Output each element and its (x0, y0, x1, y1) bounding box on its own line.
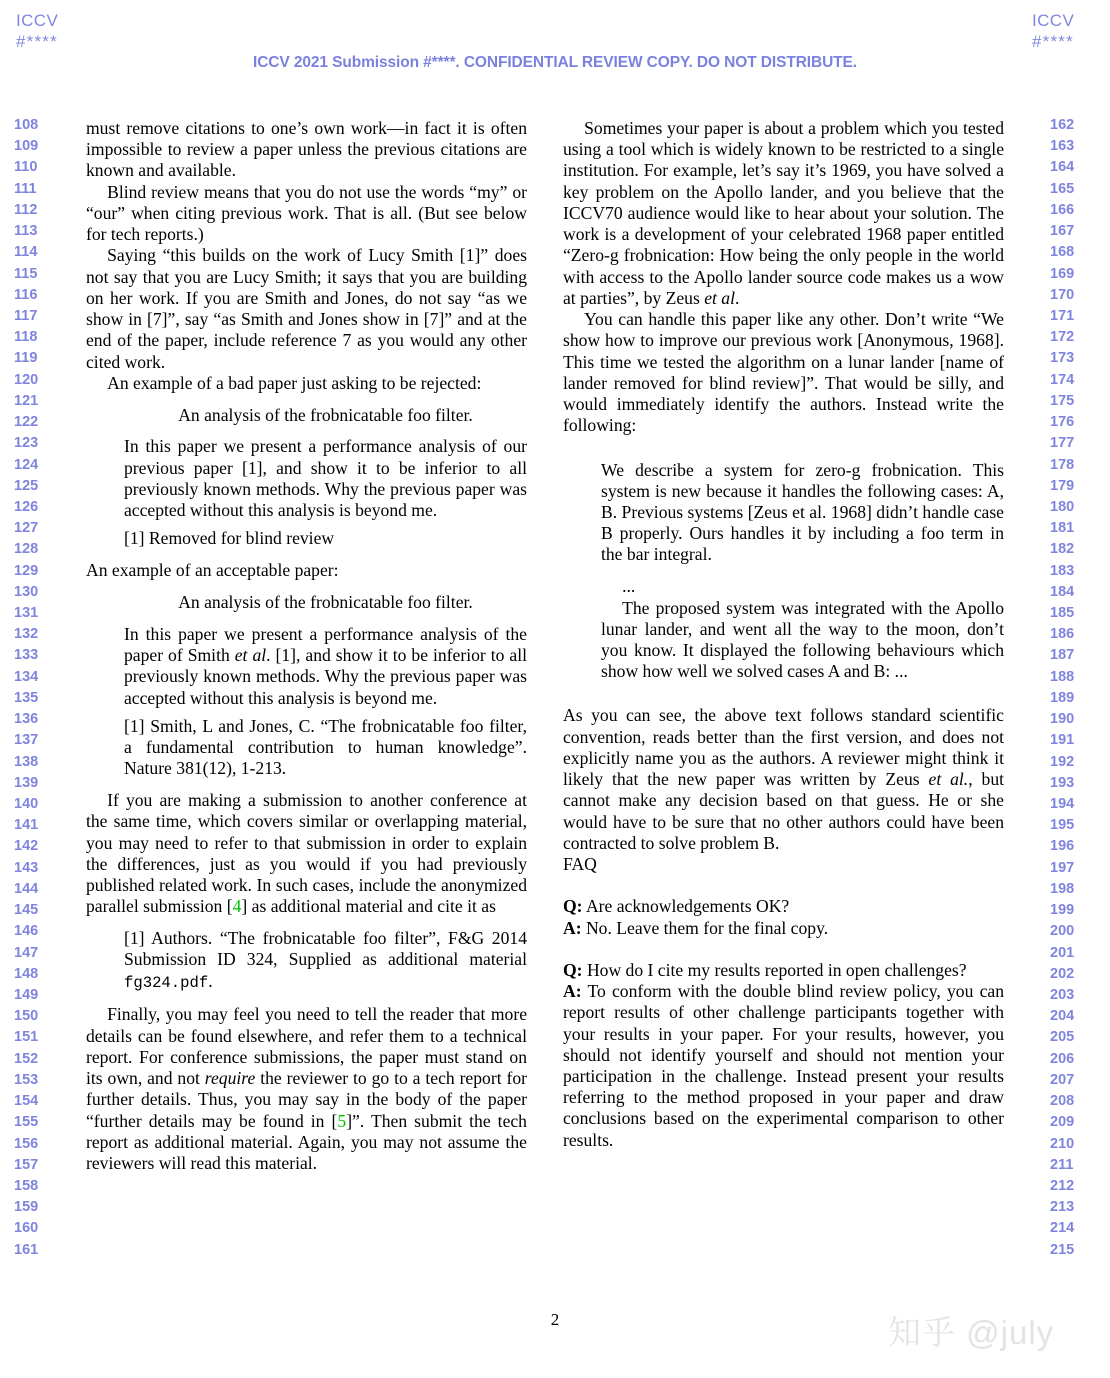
paragraph-as-you-can-see-part-b: , but cannot make any decision based on that guess. He or she would have to be sure that no other authors could have been contracted to solve problem B. (563, 769, 1005, 853)
line-number: 196 (1050, 838, 1075, 855)
citation-link-5[interactable]: 5 (337, 1110, 347, 1131)
parallel-reference (124, 928, 527, 994)
paragraph-as-you-can-see (563, 705, 1004, 854)
line-number: 173 (1050, 350, 1075, 367)
parallel-reference-tail: . (208, 970, 213, 991)
line-number: 125 (14, 477, 39, 494)
faq-heading: FAQ (563, 854, 597, 875)
corner-marker-left-number: #**** (16, 32, 58, 52)
line-number: 161 (14, 1241, 39, 1258)
faq-answer (563, 918, 1004, 939)
line-number: 151 (14, 1029, 39, 1046)
line-number: 189 (1050, 689, 1075, 706)
body-column-right (563, 118, 1004, 1151)
parallel-reference-text: [1] Authors. “The frobnicatable foo filter”, F&G 2014 Submission ID 324, Supplied as additional material (124, 928, 527, 970)
line-number: 124 (14, 456, 39, 473)
line-number: 162 (1050, 117, 1075, 133)
line-number: 131 (14, 605, 39, 622)
parallel-reference-block (86, 928, 527, 994)
line-number: 144 (14, 880, 39, 897)
paragraph-blind-review: Blind review means that you do not use the words “my” or “our” when citing previous work. That is all. (But see below for tech reports.) (86, 181, 527, 245)
line-number: 183 (1050, 562, 1075, 579)
line-number: 143 (14, 859, 39, 876)
faq-item (563, 960, 1004, 1151)
citation-link-4[interactable]: 4 (232, 896, 242, 917)
line-number: 132 (14, 626, 39, 643)
line-number: 164 (1050, 159, 1075, 176)
line-number: 157 (14, 1156, 39, 1173)
line-number: 205 (1050, 1029, 1075, 1046)
corner-marker-left-conference: ICCV (16, 11, 59, 30)
faq-answer-text: No. Leave them for the final copy. (581, 917, 829, 938)
line-number: 169 (1050, 265, 1075, 282)
quote-paragraph-2: The proposed system was integrated with the Apollo lunar lander, and went all the way to the moon, don’t you know. It displayed the following behaviours which show how well we solved cases A and B: ... (601, 597, 1004, 682)
page-number: 2 (550, 1310, 560, 1329)
line-number: 111 (14, 180, 37, 197)
corner-marker-right (1032, 10, 1074, 53)
paragraph-tech-report-part-c: ]”. Then submit the tech report as additional material. Again, you may not assume the reviewers will read this material. (86, 1110, 527, 1174)
line-number: 191 (1050, 732, 1075, 749)
good-example-reference-block (86, 716, 527, 780)
line-number: 209 (1050, 1114, 1075, 1131)
line-number: 123 (14, 435, 39, 452)
line-number: 213 (1050, 1199, 1075, 1216)
line-number: 139 (14, 774, 39, 791)
line-number: 192 (1050, 753, 1075, 770)
line-number: 198 (1050, 880, 1075, 897)
line-number: 166 (1050, 201, 1075, 218)
line-number-gutter-right (1050, 115, 1096, 1261)
good-example-body-part-a: In this paper we present a performance analysis of the paper of Smith (124, 623, 527, 666)
paragraph-lucy-smith: Saying “this builds on the work of Lucy Smith [1]” does not say that you are Lucy Smith; it says that you are building on her work. If you are Smith and Jones, do not say “as we show in [7]”, say “as Smith and Jones show in [7]” and at the end of the paper, include reference 7 as you would any other cited work. (86, 245, 527, 372)
paragraph-parallel-part-b: ] as additional material and cite it as (241, 896, 496, 917)
line-number: 126 (14, 498, 39, 515)
line-number: 210 (1050, 1135, 1075, 1152)
line-number: 167 (1050, 223, 1075, 240)
line-number: 153 (14, 1071, 39, 1088)
line-number: 114 (14, 244, 38, 261)
paragraph-tech-report-require: require (204, 1068, 256, 1089)
line-number: 174 (1050, 371, 1075, 388)
line-number: 159 (14, 1199, 39, 1216)
corner-marker-left (16, 10, 58, 53)
line-number: 127 (14, 520, 39, 537)
line-number: 206 (1050, 1050, 1075, 1067)
faq-question-text: How do I cite my results reported in open challenges? (582, 959, 967, 980)
corner-marker-right-number: #**** (1032, 32, 1074, 52)
line-number: 194 (1050, 796, 1075, 812)
line-number: 201 (1050, 944, 1075, 961)
line-number: 185 (1050, 605, 1075, 622)
zhihu-watermark: 知乎 @july (888, 1314, 1055, 1351)
line-number: 140 (14, 796, 39, 812)
line-number: 200 (1050, 923, 1075, 940)
line-number: 141 (14, 817, 39, 834)
line-number: 152 (14, 1050, 39, 1067)
faq-item (563, 896, 1004, 938)
paragraph-tech-report-part-b: the reviewer to go to a tech report for further details. Thus, you may say in the body of the paper “further details may be found in [ (86, 1068, 527, 1131)
line-number: 137 (14, 732, 39, 749)
line-number: 203 (1050, 986, 1075, 1003)
line-number: 199 (1050, 902, 1075, 919)
good-example-block (86, 592, 527, 613)
line-number: 163 (1050, 138, 1075, 155)
body-column-left (86, 118, 527, 1174)
bad-example-title: An analysis of the frobnicatable foo filter. (178, 404, 473, 425)
line-number: 154 (14, 1093, 39, 1110)
line-number: 148 (14, 965, 39, 982)
line-number: 177 (1050, 435, 1075, 452)
line-number: 129 (14, 562, 39, 579)
faq-answer-label: A: (563, 981, 582, 1002)
line-number: 195 (1050, 817, 1075, 834)
line-number: 207 (1050, 1071, 1075, 1088)
good-example-body-etal: et al (234, 645, 267, 666)
line-number: 181 (1050, 520, 1075, 537)
line-number: 180 (1050, 498, 1075, 515)
line-number: 193 (1050, 774, 1075, 791)
paragraph-restricted-tool-part-a: Sometimes your paper is about a problem which you tested using a tool which is widely known to be restricted to a single institution. For example, let’s say it’s 1969, you have solved a key problem on the Apollo lander, and you believe that the ICCV70 audience would like to hear about your solution. The work is a development of your celebrated 1968 paper entitled “Zero-g frobnication: How being the only people in the world with access to the Apollo lander source code makes us a wow at parties”, by Zeus (563, 118, 1004, 308)
bad-example-reference-block (86, 528, 527, 549)
faq-answer-text: To conform with the double blind review policy, you can report results of other challenge participants together with your results in your paper. For your results, however, you should not identify yourself and should not mention your participation in the challenge. Instead present your results referring to the method proposed in your paper and draw conclusions based on the experimental comparison to other results. (563, 981, 1004, 1150)
paragraph-tech-report (86, 1004, 527, 1174)
line-number: 109 (14, 138, 39, 155)
good-example-reference: [1] Smith, L and Jones, C. “The frobnicatable foo filter, a fundamental contribution to human knowledge”. Nature 381(12), 1-213. (124, 715, 527, 779)
line-number: 135 (14, 689, 39, 706)
line-number: 120 (14, 371, 39, 388)
line-number: 212 (1050, 1177, 1075, 1194)
line-number: 130 (14, 583, 39, 600)
faq-question-text: Are acknowledgements OK? (582, 896, 790, 917)
line-number: 110 (14, 159, 38, 176)
line-number: 175 (1050, 392, 1075, 409)
faq-question-label: Q: (563, 959, 583, 980)
good-example-body-part-b: . [1], and show it to be inferior to all previously known methods. Why the previous paper was accepted without this analysis is beyond me. (124, 645, 527, 708)
line-number: 176 (1050, 414, 1075, 431)
line-number: 121 (14, 392, 39, 409)
line-number: 187 (1050, 647, 1075, 664)
line-number: 179 (1050, 477, 1075, 494)
paragraph-continuation: must remove citations to one’s own work—in fact it is often impossible to review a paper unless the previous citations are known and available. (86, 118, 527, 181)
line-number: 134 (14, 668, 39, 685)
paragraph-as-you-can-see-part-a: As you can see, the above text follows standard scientific convention, reads better than the first version, and does not explicitly name you as the authors. A reviewer might think it likely that the new paper was written by Zeus (563, 705, 1004, 790)
line-number: 170 (1050, 286, 1075, 303)
line-number: 215 (1050, 1241, 1075, 1258)
confidential-review-banner: ICCV 2021 Submission #****. CONFIDENTIAL REVIEW COPY. DO NOT DISTRIBUTE. (252, 54, 857, 71)
paragraph-parallel-part-a: If you are making a submission to another conference at the same time, which covers similar or overlapping material, you may need to refer to that submission in order to explain the differences, just as you would if you had previously published related work. In such cases, include the anonymized parallel submission [ (86, 790, 527, 917)
paragraph-tech-report-part-a: Finally, you may feel you need to tell the reader that more details can be found elsewhere, and refer them to a technical report. For conference submissions, the paper must stand on its own, and not (86, 1004, 527, 1089)
line-number: 145 (14, 902, 39, 919)
good-example-title: An analysis of the frobnicatable foo filter. (178, 592, 473, 613)
faq-answer (563, 981, 1004, 1151)
line-number: 146 (14, 923, 39, 940)
line-number: 108 (14, 117, 39, 133)
line-number: 197 (1050, 859, 1075, 876)
line-number: 165 (1050, 180, 1075, 197)
paragraph-handle-paper: You can handle this paper like any other. Don’t write “We show how to improve our previous work [Anonymous, 1968]. This time we tested the algorithm on a lunar lander [name of lander removed for blind review]”. That would be silly, and would immediately identify the authors. Instead write the following: (563, 309, 1004, 436)
line-number: 149 (14, 986, 39, 1003)
line-number: 119 (14, 350, 38, 367)
line-number: 117 (14, 307, 38, 324)
line-number: 155 (14, 1114, 39, 1131)
line-number: 190 (1050, 711, 1075, 728)
quote-ellipsis: ... (622, 576, 636, 597)
paragraph-parallel-submission (86, 790, 527, 917)
line-number: 184 (1050, 583, 1075, 600)
bad-example-body: In this paper we present a performance analysis of our previous paper [1], and show it to be inferior to all previously known methods. Why the previous paper was accepted without this analysis is beyond me. (124, 436, 527, 521)
line-number: 188 (1050, 668, 1075, 685)
line-number: 202 (1050, 965, 1075, 982)
line-number: 136 (14, 711, 39, 728)
line-number: 208 (1050, 1093, 1075, 1110)
line-number: 138 (14, 753, 39, 770)
line-number: 172 (1050, 329, 1075, 346)
bad-example-reference: [1] Removed for blind review (124, 528, 335, 549)
parallel-reference-filename: fg324.pdf (124, 973, 209, 992)
paragraph-restricted-tool (563, 118, 1004, 309)
line-number: 113 (14, 223, 38, 240)
bad-example-block (86, 405, 527, 426)
good-example-body (124, 624, 527, 709)
faq-question (563, 960, 1004, 981)
line-number: 112 (14, 201, 38, 218)
paragraph-restricted-tool-etal: et al (704, 287, 735, 308)
line-number: 116 (14, 286, 38, 303)
line-number: 186 (1050, 626, 1075, 643)
paragraph-restricted-tool-part-b: . (734, 287, 740, 308)
faq-question (563, 896, 1004, 917)
instead-write-quote-block (563, 460, 1004, 683)
good-example-body-block (86, 624, 527, 709)
line-number: 168 (1050, 244, 1075, 261)
line-number: 178 (1050, 456, 1075, 473)
line-number: 182 (1050, 541, 1075, 558)
line-number: 122 (14, 414, 39, 431)
line-number: 211 (1050, 1156, 1074, 1173)
paragraph-as-you-can-see-etal: et al. (928, 769, 969, 790)
line-number: 147 (14, 944, 39, 961)
line-number: 158 (14, 1177, 39, 1194)
paragraph-bad-paper-intro: An example of a bad paper just asking to be rejected: (107, 372, 482, 393)
line-number: 150 (14, 1008, 39, 1025)
line-number: 115 (14, 265, 38, 282)
line-number: 128 (14, 541, 39, 558)
bad-example-body-block (86, 436, 527, 521)
line-number: 160 (14, 1220, 39, 1237)
paragraph-good-paper-intro: An example of an acceptable paper: (86, 560, 339, 581)
faq-question-label: Q: (563, 896, 583, 917)
line-number: 118 (14, 329, 38, 346)
line-number: 133 (14, 647, 39, 664)
line-number: 204 (1050, 1008, 1075, 1025)
corner-marker-right-conference: ICCV (1032, 11, 1075, 30)
faq-answer-label: A: (563, 917, 582, 938)
line-number-gutter-left (14, 115, 60, 1261)
line-number: 142 (14, 838, 39, 855)
line-number: 171 (1050, 307, 1075, 324)
quote-paragraph-1: We describe a system for zero-g frobnication. This system is new because it handles the following cases: A, B. Previous systems [Zeus et al. 1968] didn’t handle case B properly. Ours handles it by including a foo term in the bar integral. (601, 459, 1004, 565)
line-number: 156 (14, 1135, 39, 1152)
line-number: 214 (1050, 1220, 1075, 1237)
